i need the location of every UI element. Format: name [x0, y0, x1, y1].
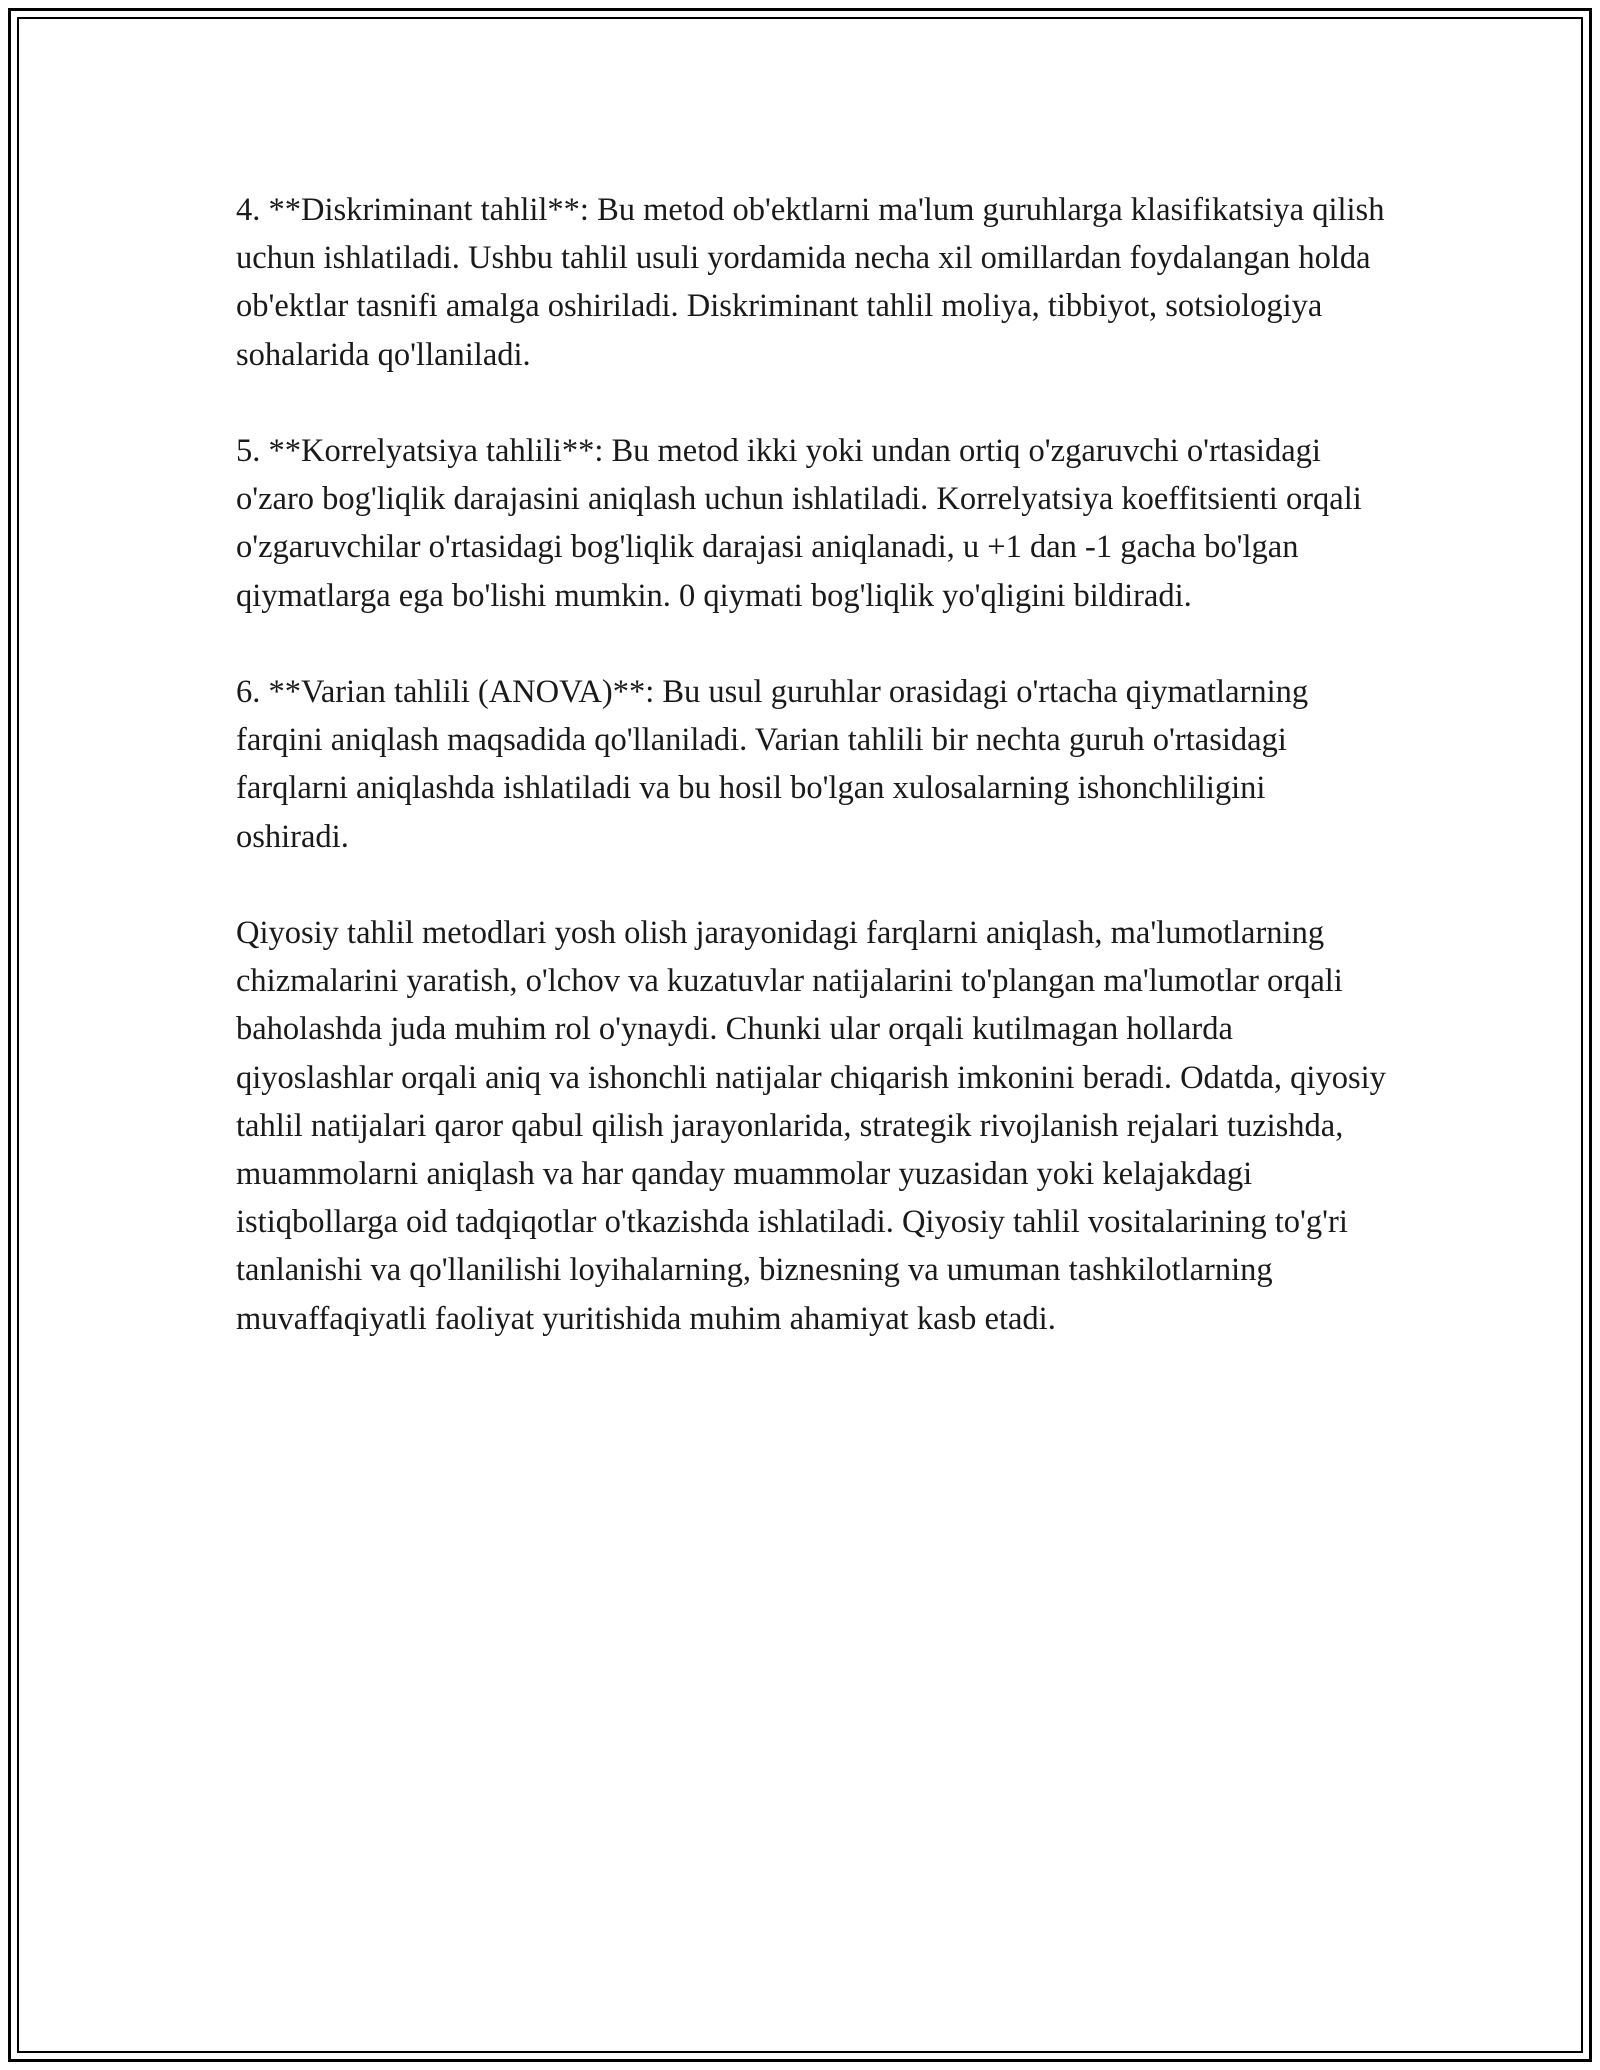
paragraph-variance-analysis: 6. **Varian tahlili (ANOVA)**: Bu usul guruhlar orasidagi o'rtacha qiymatlarning farqini aniqlash maqsadida qo'llaniladi. Varian tahlili bir nechta guruh o'rtasidagi farqlarni aniqlashda ishlatiladi va bu hosil bo'lgan xulosalarning ishonchliligini oshiradi.: [236, 674, 1309, 855]
document-body: [236, 186, 1386, 1343]
paragraph-discriminant-analysis: 4. **Diskriminant tahlil**: Bu metod ob'ektlarni ma'lum guruhlarga klasifikatsiya qilish uchun ishlatiladi. Ushbu tahlil usuli yordamida necha xil omillardan foydalangan holda ob'ektlar tasnifi amalga oshiriladi. Diskriminant tahlil moliya, tibbiyot, sotsiologiya sohalarida qo'llaniladi.: [236, 192, 1385, 373]
paragraph-conclusion: Qiyosiy tahlil metodlari yosh olish jarayonidagi farqlarni aniqlash, ma'lumotlarning chizmalarini yaratish, o'lchov va kuzatuvlar natijalarini to'plangan ma'lumotlar orqali baholashda juda muhim rol o'ynaydi. Chunki ular orqali kutilmagan hollarda qiyoslashlar orqali aniq va ishonchli natijalar chiqarish imkonini beradi. Odatda, qiyosiy tahlil natijalari qaror qabul qilish jarayonlarida, strategik rivojlanish rejalari tuzishda, muammolarni aniqlash va har qanday muammolar yuzasidan yoki kelajakdagi istiqbollarga oid tadqiqotlar o'tkazishda ishlatiladi. Qiyosiy tahlil vositalarining to'g'ri tanlanishi va qo'llanilishi loyihalarning, biznesning va umuman tashkilotlarning muvaffaqiyatli faoliyat yuritishida muhim ahamiyat kasb etadi.: [236, 915, 1386, 1337]
paragraph-correlation-analysis: 5. **Korrelyatsiya tahlili**: Bu metod ikki yoki undan ortiq o'zgaruvchi o'rtasidagi o'zaro bog'liqlik darajasini aniqlash uchun ishlatiladi. Korrelyatsiya koeffitsienti orqali o'zgaruvchilar o'rtasidagi bog'liqlik darajasi aniqlanadi, u +1 dan -1 gacha bo'lgan qiymatlarga ega bo'lishi mumkin. 0 qiymati bog'liqlik yo'qligini bildiradi.: [236, 433, 1362, 614]
